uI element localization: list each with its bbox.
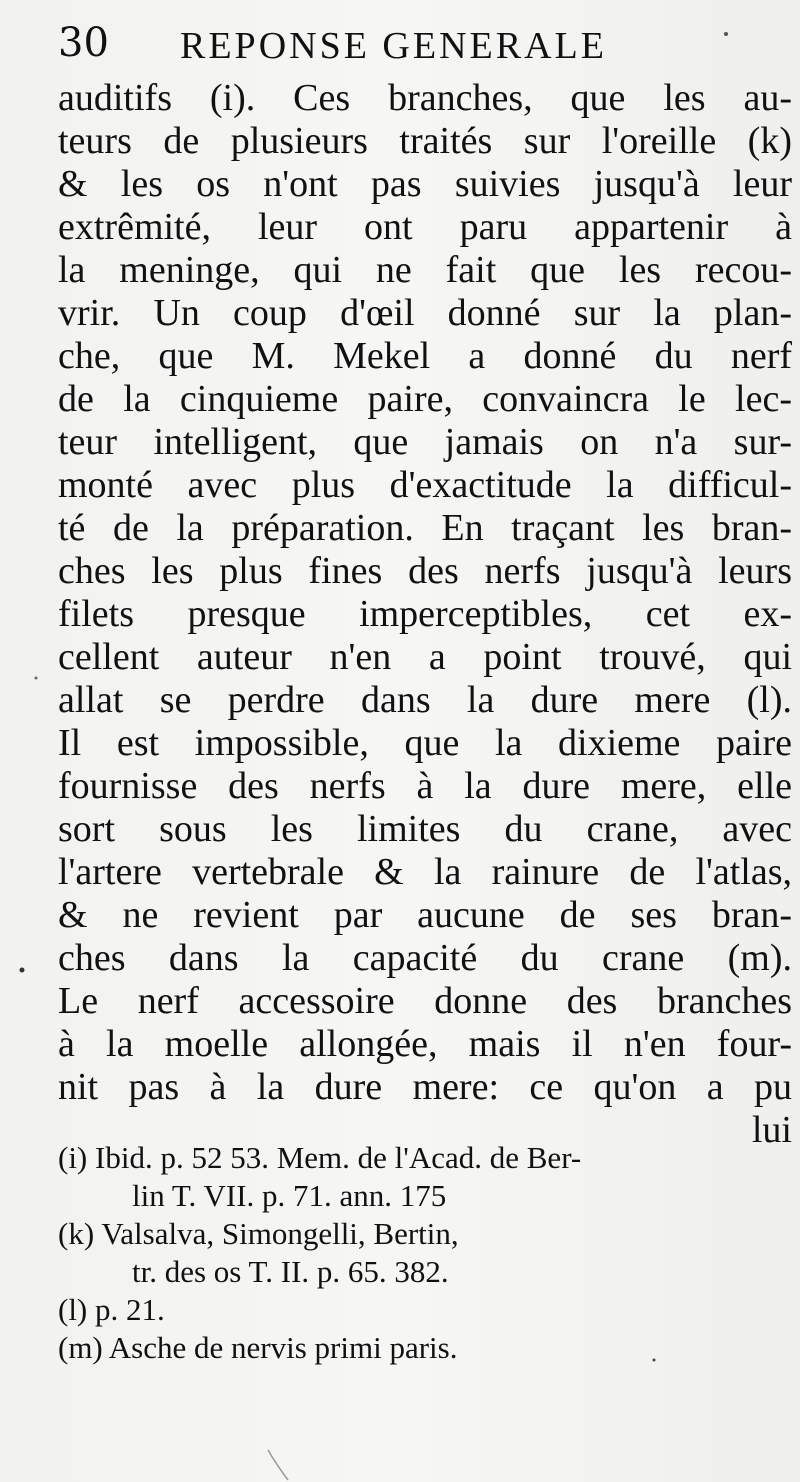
footnote-l: (l) p. 21.	[58, 1292, 165, 1327]
text-line: ches les plus fines des nerfs jusqu'à leurs	[58, 550, 792, 592]
running-title: REPONSE GENERALE	[180, 25, 607, 67]
footnote-i: (i) Ibid. p. 52 53. Mem. de l'Acad. de Ber-	[58, 1140, 582, 1175]
text-line: monté avec plus d'exactitude la difficul-	[58, 464, 792, 506]
text-line: filets presque imperceptibles, cet ex-	[58, 593, 792, 635]
text-line: nit pas à la dure mere: ce qu'on a pu	[58, 1066, 792, 1108]
text-line: vrir. Un coup d'œil donné sur la plan-	[58, 292, 792, 334]
text-line: té de la préparation. En traçant les bran-	[58, 507, 792, 549]
footnote-k-cont: tr. des os T. II. p. 65. 382.	[132, 1254, 449, 1289]
text-line: de la cinquieme paire, convaincra le lec-	[58, 378, 792, 420]
text-line: Il est impossible, que la dixieme paire	[58, 722, 792, 764]
text-line: Le nerf accessoire donne des branches	[58, 980, 792, 1022]
text-line: & les os n'ont pas suivies jusqu'à leur	[58, 163, 792, 205]
footnote-i-cont: lin T. VII. p. 71. ann. 175	[132, 1178, 447, 1213]
text-line: che, que M. Mekel a donné du nerf	[58, 335, 792, 377]
text-line: l'artere vertebrale & la rainure de l'atlas,	[58, 851, 792, 893]
footnote-m: (m) Asche de nervis primi paris.	[58, 1330, 458, 1365]
catchword: lui	[751, 1109, 792, 1151]
text-line: allat se perdre dans la dure mere (l).	[58, 679, 792, 721]
page-header	[58, 18, 758, 68]
text-line: fournisse des nerfs à la dure mere, elle	[58, 765, 792, 807]
text-line: ches dans la capacité du crane (m).	[58, 937, 792, 979]
text-line: teur intelligent, que jamais on n'a sur-	[58, 421, 792, 463]
text-line: auditifs (i). Ces branches, que les au-	[58, 77, 792, 119]
text-line: extrêmité, leur ont paru appartenir à	[58, 206, 792, 248]
text-line: sort sous les limites du crane, avec	[58, 808, 792, 850]
text-line: teurs de plusieurs traités sur l'oreille (k)	[58, 120, 792, 162]
text-line: & ne revient par aucune de ses bran-	[58, 894, 792, 936]
text-line: la meninge, qui ne fait que les recou-	[58, 249, 792, 291]
text-line: cellent auteur n'en a point trouvé, qui	[58, 636, 792, 678]
text-line: à la moelle allongée, mais il n'en four-	[58, 1023, 792, 1065]
footnote-k: (k) Valsalva, Simongelli, Bertin,	[58, 1216, 459, 1251]
page-number: 30	[58, 20, 109, 66]
